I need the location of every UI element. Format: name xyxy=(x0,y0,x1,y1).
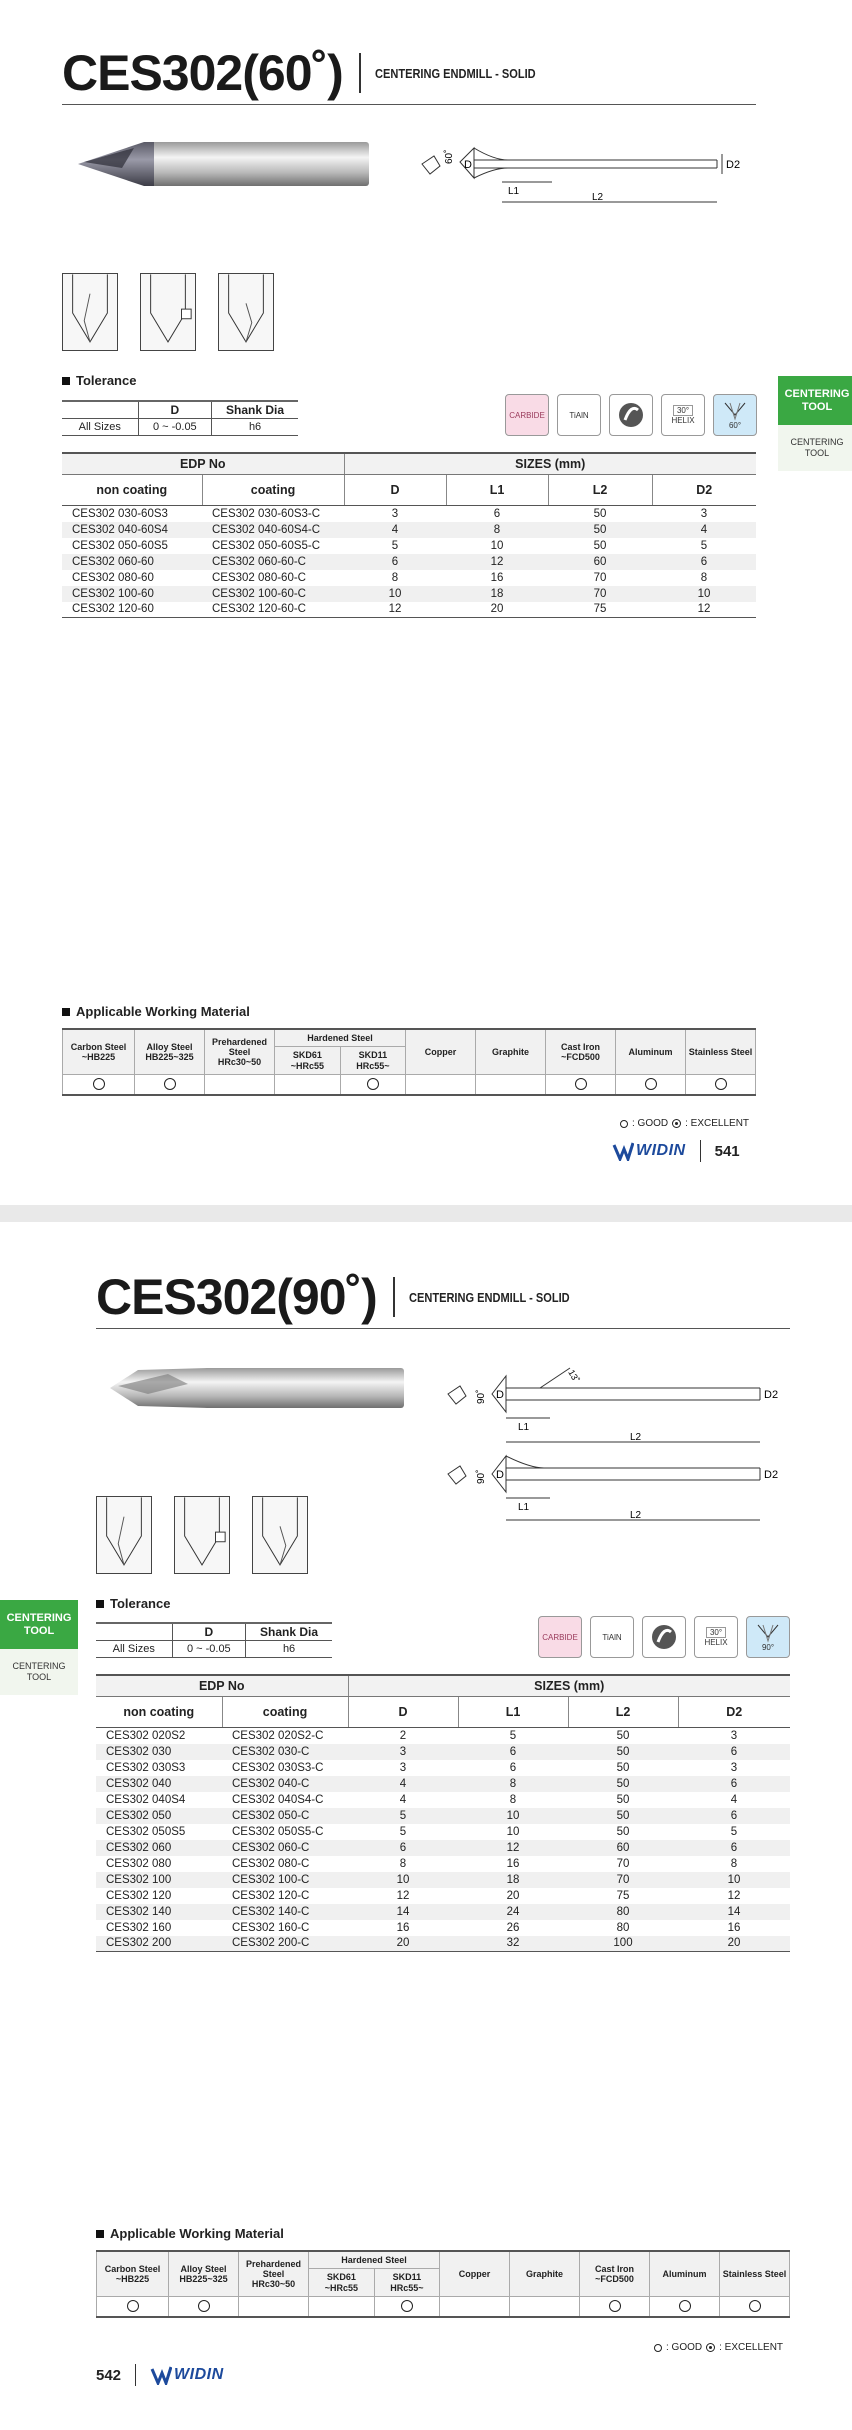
table-cell: 3 xyxy=(348,1744,458,1760)
table-cell: CES302 050S5 xyxy=(106,1825,186,1838)
page-subtitle: CENTERING ENDMILL - SOLID xyxy=(374,65,536,81)
rating-cell xyxy=(135,1075,205,1095)
table-cell: CES302 120-60 xyxy=(62,602,202,618)
l2-label: L2 xyxy=(630,1432,642,1443)
good-icon xyxy=(715,1078,727,1090)
coating-badge: TiAlN xyxy=(557,394,601,436)
col-coating: coating xyxy=(222,1697,348,1728)
tolerance-heading: Tolerance xyxy=(96,1596,170,1611)
page-number: 542 xyxy=(96,2366,122,2384)
helix-label: 13˚ xyxy=(566,1368,582,1385)
widin-logo-icon xyxy=(612,1141,634,1161)
table-cell: 6 xyxy=(509,1761,517,1774)
table-cell: 8 xyxy=(458,1776,568,1792)
table-row xyxy=(96,1856,790,1872)
table-cell: CES302 030-C xyxy=(222,1744,348,1760)
rating-cell xyxy=(650,2297,720,2317)
page-title: CES302(60˚) xyxy=(62,45,343,101)
materials-table: Carbon Steel ~HB225 Alloy Steel HB225~325 Prehardened Steel HRc30~50 Hardened Steel Copper Graphite Cast Iron ~FCD500 Aluminum Stainless Steel SKD61 ~HRc55 SKD11 HRc55~ xyxy=(96,2250,790,2318)
table-cell: 100 xyxy=(568,1936,678,1952)
rating-cell xyxy=(309,2297,375,2317)
edp-table-body xyxy=(96,1728,790,1952)
table-cell: 4 xyxy=(348,1776,458,1792)
tolerance-table: D Shank Dia All Sizes 0 ~ -0.05 h6 xyxy=(62,400,298,436)
table-cell: CES302 040-60S4-C xyxy=(202,522,344,538)
table-cell: CES302 140-C xyxy=(222,1904,348,1920)
table-cell: CES302 080-60-C xyxy=(212,571,306,584)
bullet-square-icon xyxy=(96,1600,104,1608)
table-cell: 8 xyxy=(700,571,708,584)
table-cell: 60 xyxy=(548,554,652,570)
page-title: CES302(90˚) xyxy=(96,1269,377,1325)
table-cell: CES302 040S4-C xyxy=(232,1793,324,1806)
col-l1: L1 xyxy=(446,475,548,506)
table-cell: 3 xyxy=(700,507,708,520)
table-cell: 6 xyxy=(344,554,446,570)
table-cell: 10 xyxy=(678,1872,790,1888)
table-cell: 70 xyxy=(616,1857,630,1870)
coating-badge: TiAlN xyxy=(590,1616,634,1658)
table-row xyxy=(96,1824,790,1840)
helix-badge: 30° HELIX xyxy=(694,1616,738,1658)
table-row xyxy=(96,1920,790,1936)
table-cell: 16 xyxy=(727,1921,741,1934)
table-cell: 10 xyxy=(652,586,756,602)
table-cell: 70 xyxy=(548,586,652,602)
table-cell: CES302 030S3-C xyxy=(232,1761,324,1774)
angle-label: 60˚ xyxy=(444,149,455,164)
table-cell: CES302 200 xyxy=(96,1936,222,1952)
good-icon xyxy=(609,2300,621,2312)
title-rule xyxy=(62,104,756,105)
technical-drawing xyxy=(440,1352,800,1552)
table-cell: 5 xyxy=(348,1808,458,1824)
excellent-icon xyxy=(706,2343,715,2352)
table-cell: 50 xyxy=(548,522,652,538)
rating-cell xyxy=(275,1075,341,1095)
table-row xyxy=(62,602,756,618)
rating-cell xyxy=(510,2297,580,2317)
table-cell: 18 xyxy=(446,586,548,602)
table-cell: CES302 120-60-C xyxy=(202,602,344,618)
widin-logo: WIDIN xyxy=(150,2365,224,2385)
table-cell: 50 xyxy=(616,1729,630,1742)
table-cell: 8 xyxy=(730,1857,738,1870)
edp-table-body xyxy=(62,506,756,618)
table-row xyxy=(62,554,756,570)
rating-cell xyxy=(546,1075,616,1095)
table-row xyxy=(62,506,756,522)
table-cell: 50 xyxy=(568,1808,678,1824)
good-icon xyxy=(679,2300,691,2312)
bullet-square-icon xyxy=(62,1008,70,1016)
col-l2: L2 xyxy=(568,1697,678,1728)
table-cell: 26 xyxy=(506,1921,520,1934)
page-subtitle: CENTERING ENDMILL - SOLID xyxy=(408,1289,570,1305)
table-cell: CES302 080 xyxy=(106,1857,172,1870)
table-cell: CES302 080-60 xyxy=(72,571,154,584)
table-cell: CES302 050 xyxy=(96,1808,222,1824)
col-non-coating: non coating xyxy=(96,1697,222,1728)
table-cell: CES302 040S4 xyxy=(106,1793,186,1806)
col-d2: D2 xyxy=(678,1697,790,1728)
side-tab-centering-tool-sub[interactable]: CENTERING TOOL xyxy=(0,1649,78,1695)
table-cell: 12 xyxy=(446,554,548,570)
rating-cell xyxy=(205,1075,275,1095)
table-cell: 5 xyxy=(509,1729,517,1742)
edp-table xyxy=(96,1674,790,1952)
table-cell: CES302 100-60-C xyxy=(202,586,344,602)
tip-view-2 xyxy=(140,273,196,351)
flute-icon xyxy=(609,394,653,436)
rating-cell xyxy=(476,1075,546,1095)
rating-cell xyxy=(406,1075,476,1095)
flute-icon xyxy=(642,1616,686,1658)
table-cell: 6 xyxy=(678,1776,790,1792)
endmill-photo xyxy=(108,1364,408,1412)
table-cell: 16 xyxy=(396,1921,410,1934)
table-row xyxy=(62,586,756,602)
edp-group-header: EDP No xyxy=(62,453,344,475)
good-icon xyxy=(645,1078,657,1090)
sizes-group-header: SIZES (mm) xyxy=(348,1675,790,1697)
table-cell: 12 xyxy=(458,1840,568,1856)
table-cell: 10 xyxy=(344,586,446,602)
table-cell: CES302 100-60 xyxy=(62,586,202,602)
good-icon xyxy=(198,2300,210,2312)
table-cell: 12 xyxy=(727,1889,741,1902)
tip-view-2 xyxy=(174,1496,230,1574)
side-tab-centering-tool[interactable]: CENTERING TOOL xyxy=(0,1600,78,1649)
l1-label-2: L1 xyxy=(518,1502,530,1513)
good-icon xyxy=(620,1120,628,1128)
table-cell: 24 xyxy=(458,1904,568,1920)
table-cell: CES302 050-60S5-C xyxy=(212,539,321,552)
table-cell: 4 xyxy=(730,1793,738,1806)
table-cell: CES302 140 xyxy=(96,1904,222,1920)
table-cell: CES302 160 xyxy=(106,1921,172,1934)
table-cell: 50 xyxy=(616,1793,630,1806)
rating-cell xyxy=(686,1075,756,1095)
edp-table xyxy=(62,452,756,618)
side-tab-centering-tool-sub[interactable]: CENTERING TOOL xyxy=(778,425,852,471)
table-row xyxy=(96,1872,790,1888)
tip-view-1 xyxy=(62,273,118,351)
table-cell: 50 xyxy=(616,1761,630,1774)
table-cell: CES302 120-C xyxy=(232,1889,310,1902)
table-cell: 50 xyxy=(568,1744,678,1760)
ratings-row xyxy=(97,2297,790,2317)
catalog-page-541 xyxy=(0,0,852,1205)
table-cell: 20 xyxy=(506,1889,520,1902)
table-cell: CES302 160-C xyxy=(232,1921,310,1934)
table-cell: 5 xyxy=(399,1825,407,1838)
table-cell: CES302 060-60-C xyxy=(202,554,344,570)
side-nav xyxy=(778,376,852,471)
table-cell: 50 xyxy=(616,1825,630,1838)
endmill-photo xyxy=(74,138,374,190)
table-row xyxy=(96,1936,790,1952)
spec-badges xyxy=(505,394,757,436)
table-cell: 6 xyxy=(652,554,756,570)
good-icon xyxy=(749,2300,761,2312)
table-row xyxy=(96,1808,790,1824)
good-icon xyxy=(654,2344,662,2352)
table-cell: 5 xyxy=(391,539,399,552)
table-row xyxy=(96,1888,790,1904)
table-cell: 70 xyxy=(568,1872,678,1888)
rating-cell xyxy=(580,2297,650,2317)
bullet-square-icon xyxy=(96,2230,104,2238)
widin-logo-icon xyxy=(150,2365,172,2385)
table-cell: 20 xyxy=(446,602,548,618)
side-nav xyxy=(0,1600,78,1695)
l2-label: L2 xyxy=(592,192,604,203)
table-cell: 2 xyxy=(399,1729,407,1742)
table-cell: 10 xyxy=(348,1872,458,1888)
title-rule xyxy=(96,1328,790,1329)
table-row xyxy=(62,570,756,586)
tip-view-3 xyxy=(218,273,274,351)
table-cell: CES302 040-C xyxy=(222,1776,348,1792)
l1-label: L1 xyxy=(508,186,520,197)
rating-legend: : GOOD : EXCELLENT xyxy=(654,2342,783,2353)
col-l2: L2 xyxy=(548,475,652,506)
table-cell: CES302 120 xyxy=(106,1889,172,1902)
table-cell: CES302 200-C xyxy=(222,1936,348,1952)
tolerance-heading: Tolerance xyxy=(62,373,136,388)
ratings-row xyxy=(63,1075,756,1095)
table-cell: CES302 040-60S4 xyxy=(62,522,202,538)
good-icon xyxy=(575,1078,587,1090)
carbide-badge: CARBIDE xyxy=(505,394,549,436)
table-cell: 4 xyxy=(652,522,756,538)
rating-cell xyxy=(374,2297,439,2317)
carbide-badge: CARBIDE xyxy=(538,1616,582,1658)
table-cell: 12 xyxy=(344,602,446,618)
table-cell: CES302 100-C xyxy=(222,1872,348,1888)
d-label: D xyxy=(496,1389,504,1401)
title-row xyxy=(96,1268,598,1326)
tip-views xyxy=(62,273,274,351)
table-cell: 5 xyxy=(700,539,708,552)
table-cell: 3 xyxy=(399,1761,407,1774)
table-cell: CES302 020S2-C xyxy=(232,1729,324,1742)
side-tab-centering-tool[interactable]: CENTERING TOOL xyxy=(778,376,852,425)
table-cell: CES302 050-C xyxy=(222,1808,348,1824)
table-row xyxy=(96,1744,790,1760)
spec-badges xyxy=(538,1616,790,1658)
d-label: D xyxy=(464,159,472,171)
table-row xyxy=(96,1776,790,1792)
table-cell: 60 xyxy=(568,1840,678,1856)
rating-cell xyxy=(63,1075,135,1095)
col-d: D xyxy=(344,475,446,506)
tip-angle-badge: 60° xyxy=(713,394,757,436)
table-cell: 12 xyxy=(396,1889,410,1902)
col-d: D xyxy=(348,1697,458,1728)
widin-logo: WIDIN xyxy=(612,1141,686,1161)
rating-cell xyxy=(616,1075,686,1095)
table-cell: 6 xyxy=(678,1840,790,1856)
page-footer xyxy=(612,1140,740,1162)
materials-table: Carbon Steel ~HB225 Alloy Steel HB225~325 Prehardened Steel HRc30~50 Hardened Steel Copper Graphite Cast Iron ~FCD500 Aluminum Stainless Steel SKD61 ~HRc55 SKD11 HRc55~ xyxy=(62,1028,756,1096)
table-cell: 16 xyxy=(490,571,504,584)
bullet-square-icon xyxy=(62,377,70,385)
rating-cell xyxy=(169,2297,239,2317)
table-cell: CES302 060-60 xyxy=(62,554,202,570)
table-cell: 4 xyxy=(344,522,446,538)
table-cell: 50 xyxy=(593,507,607,520)
table-cell: 3 xyxy=(730,1761,738,1774)
rating-cell xyxy=(720,2297,790,2317)
table-row xyxy=(62,538,756,554)
table-cell: 80 xyxy=(616,1921,630,1934)
technical-drawing xyxy=(412,134,752,214)
excellent-icon xyxy=(672,1119,681,1128)
table-cell: 10 xyxy=(506,1825,520,1838)
table-cell: CES302 050-60S5 xyxy=(72,539,168,552)
table-cell: 32 xyxy=(458,1936,568,1952)
d2-label-2: D2 xyxy=(764,1469,779,1481)
page-number: 541 xyxy=(714,1142,740,1160)
table-row xyxy=(62,522,756,538)
table-cell: 80 xyxy=(568,1904,678,1920)
tip-angle-badge: 90° xyxy=(746,1616,790,1658)
helix-badge: 30° HELIX xyxy=(661,394,705,436)
l2-label-2: L2 xyxy=(630,1510,642,1521)
table-cell: 18 xyxy=(458,1872,568,1888)
table-cell: 12 xyxy=(652,602,756,618)
d-label-2: D xyxy=(496,1469,504,1481)
angle-icon xyxy=(722,401,748,421)
tip-view-1 xyxy=(96,1496,152,1574)
angle-icon xyxy=(755,1623,781,1643)
table-cell: CES302 030-60S3 xyxy=(72,507,168,520)
table-cell: 3 xyxy=(730,1729,738,1742)
title-divider xyxy=(393,1277,395,1317)
good-icon xyxy=(93,1078,105,1090)
rating-cell xyxy=(440,2297,510,2317)
tip-view-3 xyxy=(252,1496,308,1574)
table-cell: 6 xyxy=(678,1808,790,1824)
catalog-page-542 xyxy=(0,1222,852,2430)
table-cell: 75 xyxy=(616,1889,630,1902)
table-cell: 10 xyxy=(458,1808,568,1824)
materials-heading: Applicable Working Material xyxy=(96,2226,284,2241)
table-cell: CES302 030-60S3-C xyxy=(212,507,321,520)
edp-group-header: EDP No xyxy=(96,1675,348,1697)
table-cell: 14 xyxy=(348,1904,458,1920)
table-cell: CES302 020S2 xyxy=(106,1729,186,1742)
tip-views xyxy=(96,1496,308,1574)
table-cell: 3 xyxy=(391,507,399,520)
table-cell: 6 xyxy=(458,1744,568,1760)
table-cell: 8 xyxy=(446,522,548,538)
materials-heading: Applicable Working Material xyxy=(62,1004,250,1019)
sizes-group-header: SIZES (mm) xyxy=(344,453,756,475)
good-icon xyxy=(127,2300,139,2312)
table-cell: CES302 040 xyxy=(96,1776,222,1792)
page-footer xyxy=(96,2364,224,2386)
table-cell: 16 xyxy=(506,1857,520,1870)
table-cell: 14 xyxy=(678,1904,790,1920)
good-icon xyxy=(164,1078,176,1090)
table-cell: 8 xyxy=(509,1793,517,1806)
title-divider xyxy=(359,53,361,93)
table-row xyxy=(96,1840,790,1856)
table-cell: 4 xyxy=(399,1793,407,1806)
angle-label-2: 90˚ xyxy=(476,1469,487,1484)
table-cell: 70 xyxy=(593,571,607,584)
table-cell: 6 xyxy=(493,507,501,520)
table-cell: 10 xyxy=(490,539,504,552)
col-l1: L1 xyxy=(458,1697,568,1728)
table-cell: 75 xyxy=(548,602,652,618)
col-non-coating: non coating xyxy=(62,475,202,506)
table-cell: CES302 100 xyxy=(96,1872,222,1888)
table-cell: CES302 030 xyxy=(96,1744,222,1760)
table-row xyxy=(96,1760,790,1776)
table-cell: 6 xyxy=(678,1744,790,1760)
table-cell: 50 xyxy=(593,539,607,552)
table-cell: CES302 060-C xyxy=(222,1840,348,1856)
table-row xyxy=(96,1904,790,1920)
table-cell: 20 xyxy=(348,1936,458,1952)
table-cell: 5 xyxy=(730,1825,738,1838)
table-cell: 20 xyxy=(678,1936,790,1952)
d2-label: D2 xyxy=(764,1389,779,1401)
l1-label: L1 xyxy=(518,1422,530,1433)
d2-label: D2 xyxy=(726,159,741,171)
table-cell: 8 xyxy=(391,571,399,584)
rating-legend: : GOOD : EXCELLENT xyxy=(620,1118,749,1129)
table-cell: 6 xyxy=(348,1840,458,1856)
col-coating: coating xyxy=(202,475,344,506)
title-row xyxy=(62,44,564,102)
col-d2: D2 xyxy=(652,475,756,506)
tolerance-table: D Shank Dia All Sizes 0 ~ -0.05 h6 xyxy=(96,1622,332,1658)
table-row xyxy=(96,1728,790,1744)
table-cell: CES302 080-C xyxy=(232,1857,310,1870)
rating-cell xyxy=(239,2297,309,2317)
angle-label: 90˚ xyxy=(476,1389,487,1404)
table-cell: CES302 030S3 xyxy=(106,1761,186,1774)
good-icon xyxy=(401,2300,413,2312)
table-cell: 50 xyxy=(568,1776,678,1792)
rating-cell xyxy=(340,1075,405,1095)
good-icon xyxy=(367,1078,379,1090)
table-row xyxy=(96,1792,790,1808)
table-cell: 8 xyxy=(399,1857,407,1870)
table-cell: CES302 060 xyxy=(96,1840,222,1856)
table-cell: CES302 050S5-C xyxy=(232,1825,324,1838)
rating-cell xyxy=(97,2297,169,2317)
